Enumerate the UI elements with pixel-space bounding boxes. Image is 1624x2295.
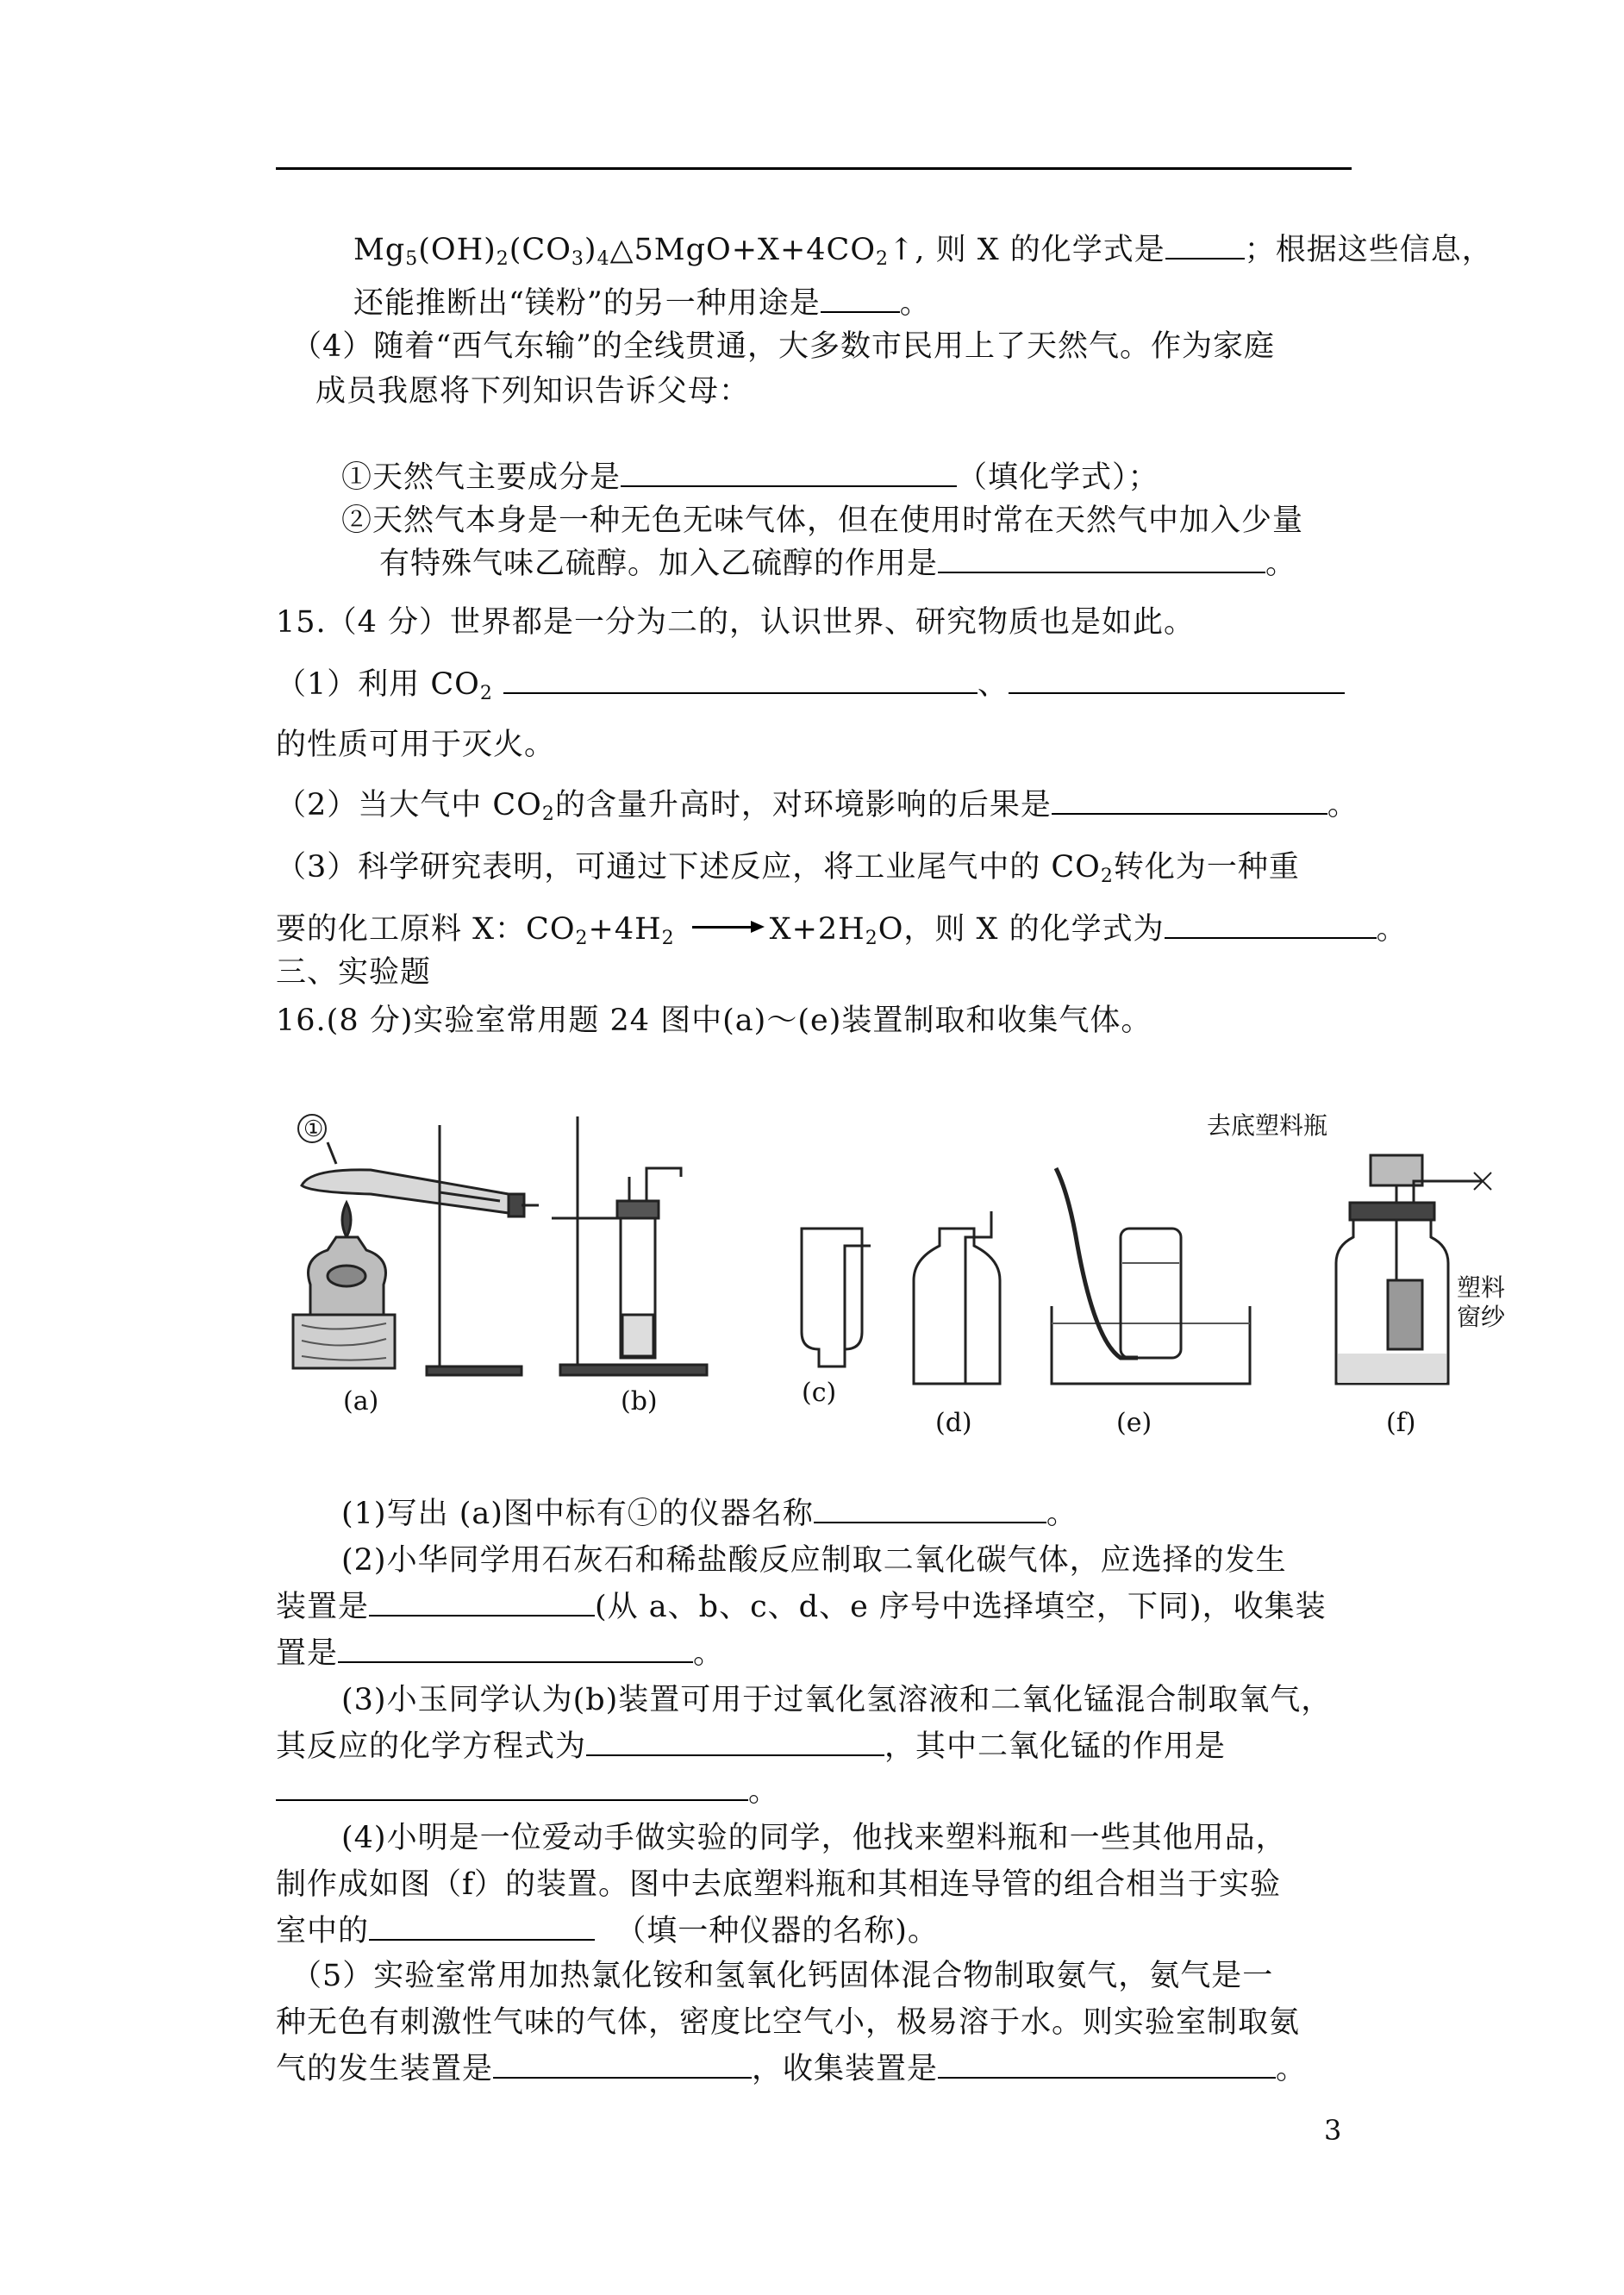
page-number: 3 xyxy=(1324,2114,1342,2147)
q16-s4-line3: 室中的 （填一种仪器的名称)。 xyxy=(276,1914,939,1948)
q16-s2-line2: 装置是 (从 a、b、c、d、e 序号中选择填空，下同)，收集装 xyxy=(276,1590,1327,1624)
answer-blank-co2-property-2[interactable] xyxy=(1009,668,1345,694)
label-c: (c) xyxy=(802,1378,837,1408)
circle-label-1: ① xyxy=(303,1116,324,1142)
q16-s3-line1: (3)小玉同学认为(b)装置可用于过氧化氢溶液和二氧化锰混合制取氧气， xyxy=(341,1683,1333,1717)
apparatus-figure xyxy=(276,1108,1517,1435)
q14-item1: ①天然气主要成分是 （填化学式）； xyxy=(341,460,1159,495)
apparatus-e xyxy=(1052,1168,1250,1384)
q16-s5-line2: 种无色有刺激性气味的气体，密度比空气小，极易溶于水。则实验室制取氨 xyxy=(276,2005,1301,2040)
q14-item2-line2: 有特殊气味乙硫醇。加入乙硫醇的作用是 。 xyxy=(379,547,1297,581)
q15-part2: （2）当大气中 $CO_2$的含量升高时，对环境影响的后果是 。 xyxy=(276,788,1359,825)
q14-part4-line1: （4）随着“西气东输”的全线贯通，大多数市民用上了天然气。作为家庭 xyxy=(291,329,1276,364)
label-mesh-2: 窗纱 xyxy=(1457,1303,1506,1331)
answer-blank-nh3-generator[interactable] xyxy=(493,2053,752,2079)
answer-blank-co2-generator[interactable] xyxy=(369,1591,595,1617)
answer-blank-environment[interactable] xyxy=(1052,789,1327,815)
q14-equation-line: $Mg_5(OH)_2(CO_3)_4\triangle 5MgO+X+4CO_2↑$, 则 X 的化学式是 ；根据这些信息， xyxy=(353,233,1493,270)
apparatus-b xyxy=(552,1116,707,1375)
answer-blank-mno2-role[interactable] xyxy=(276,1775,748,1801)
answer-blank-instrument[interactable] xyxy=(814,1498,1046,1523)
answer-blank-co2-property-1[interactable] xyxy=(503,668,978,694)
q15-part1: （1）利用 $CO_2$ 、 xyxy=(276,666,1345,713)
label-bottle-top: 去底塑料瓶 xyxy=(1207,1111,1328,1140)
q16-s4-line1: (4)小明是一位爱动手做实验的同学，他找来塑料瓶和一些其他用品， xyxy=(341,1821,1287,1855)
q16-s4-line2: 制作成如图（f）的装置。图中去底塑料瓶和其相连导管的组合相当于实验 xyxy=(276,1867,1281,1902)
q16-title: 16.(8 分)实验室常用题 24 图中(a)～(e)装置制取和收集气体。 xyxy=(276,1004,1152,1038)
q14-line2: 还能推断出“镁粉”的另一种用途是 。 xyxy=(353,286,931,321)
answer-blank-x-chemical[interactable] xyxy=(1165,913,1377,939)
header-rule xyxy=(276,167,1352,170)
answer-blank-equation[interactable] xyxy=(586,1730,884,1756)
answer-blank-magnesium-use[interactable] xyxy=(821,287,900,313)
label-d: (d) xyxy=(935,1408,972,1435)
answer-blank-nh3-collector[interactable] xyxy=(938,2053,1276,2079)
answer-blank-x-formula[interactable] xyxy=(1165,234,1245,260)
q14-part4-line2: 成员我愿将下列知识告诉父母： xyxy=(315,374,751,409)
apparatus-f xyxy=(1336,1155,1491,1384)
q16-s3-line3: 。 xyxy=(276,1773,779,1810)
q16-s5-line1: （5）实验室常用加热氯化铵和氢氧化钙固体混合物制取氨气，氨气是一 xyxy=(291,1959,1274,1993)
q16-s1: (1)写出 (a)图中标有①的仪器名称 。 xyxy=(341,1497,1077,1531)
answer-blank-natural-gas[interactable] xyxy=(621,461,957,487)
answer-blank-co2-collector[interactable] xyxy=(338,1637,693,1663)
q15-part1-line2: 的性质可用于灭火。 xyxy=(276,728,556,762)
label-e: (e) xyxy=(1116,1408,1152,1435)
label-b: (b) xyxy=(621,1386,658,1416)
q15-part3-line1: （3）科学研究表明，可通过下述反应，将工业尾气中的 $CO_2$转化为一种重 xyxy=(276,850,1300,887)
label-f: (f) xyxy=(1386,1408,1416,1435)
q15-part3-line2: 要的化工原料 X：$CO_2+4H_2$ $X+2H_2O$，则 X 的化学式为 。 xyxy=(276,912,1408,949)
q15-title: 15.（4 分）世界都是一分为二的，认识世界、研究物质也是如此。 xyxy=(276,605,1196,640)
q16-s5-line3: 气的发生装置是 ，收集装置是 。 xyxy=(276,2052,1308,2086)
section-title: 三、实验题 xyxy=(276,955,432,990)
q16-s2-line3: 置是 。 xyxy=(276,1636,725,1671)
label-a: (a) xyxy=(343,1386,379,1416)
label-mesh-1: 塑料 xyxy=(1457,1273,1506,1302)
answer-blank-ethanethiol[interactable] xyxy=(938,547,1265,573)
answer-blank-instrument-equivalent[interactable] xyxy=(369,1915,595,1941)
apparatus-a xyxy=(293,1115,539,1375)
q16-s3-line2: 其反应的化学方程式为 ，其中二氧化锰的作用是 xyxy=(276,1729,1227,1764)
apparatus-c xyxy=(802,1229,871,1366)
reaction-arrow-icon xyxy=(692,924,765,929)
q16-s2-line1: (2)小华同学用石灰石和稀盐酸反应制取二氧化碳气体，应选择的发生 xyxy=(341,1543,1287,1578)
apparatus-d xyxy=(914,1211,1000,1384)
q14-item2-line1: ②天然气本身是一种无色无味气体，但在使用时常在天然气中加入少量 xyxy=(341,503,1304,538)
